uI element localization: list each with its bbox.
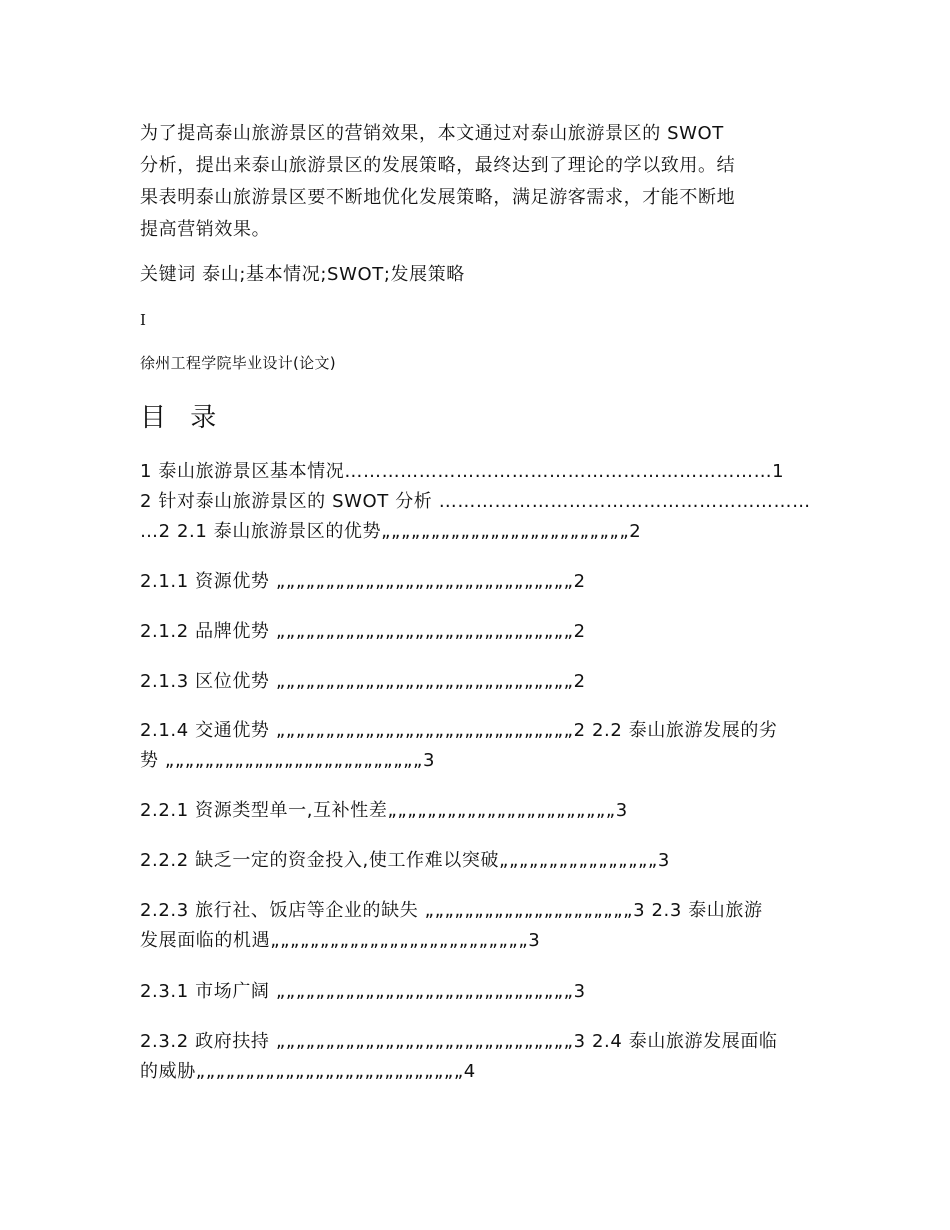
toc-line: 2.2.3 旅行社、饭店等企业的缺失 „„„„„„„„„„„„„„„„„„„„„3 2.3 泰山旅游 bbox=[140, 900, 763, 921]
toc-entry[interactable] bbox=[140, 567, 812, 597]
toc-entry[interactable] bbox=[140, 846, 812, 876]
toc-line: …2 2.1 泰山旅游景区的优势„„„„„„„„„„„„„„„„„„„„„„„„„2 bbox=[140, 521, 642, 542]
toc-line: 发展面临的机遇„„„„„„„„„„„„„„„„„„„„„„„„„„3 bbox=[140, 930, 541, 951]
toc-entry[interactable] bbox=[140, 896, 812, 956]
toc-entry[interactable] bbox=[140, 617, 812, 647]
abstract-paragraph bbox=[140, 118, 812, 246]
toc-line: 1 泰山旅游景区基本情况……………………………………………………………1 bbox=[140, 461, 785, 482]
abstract-line: 果表明泰山旅游景区要不断地优化发展策略，满足游客需求，才能不断地 bbox=[140, 187, 736, 208]
toc-entry[interactable] bbox=[140, 667, 812, 697]
toc-line: 的威胁„„„„„„„„„„„„„„„„„„„„„„„„„„„4 bbox=[140, 1061, 476, 1082]
page-number-roman: I bbox=[140, 311, 146, 329]
toc-line: 2 针对泰山旅游景区的 SWOT 分析 …………………………………………………… bbox=[140, 491, 811, 512]
toc-line: 势 „„„„„„„„„„„„„„„„„„„„„„„„„„3 bbox=[140, 750, 436, 771]
toc-line: 2.1.3 区位优势 „„„„„„„„„„„„„„„„„„„„„„„„„„„„„„2 bbox=[140, 671, 586, 692]
thesis-header: 徐州工程学院毕业设计(论文) bbox=[140, 354, 336, 372]
toc-line: 2.1.2 品牌优势 „„„„„„„„„„„„„„„„„„„„„„„„„„„„„„2 bbox=[140, 621, 586, 642]
toc-line: 2.2.1 资源类型单一,互补性差„„„„„„„„„„„„„„„„„„„„„„„3 bbox=[140, 800, 628, 821]
toc-line: 2.1.1 资源优势 „„„„„„„„„„„„„„„„„„„„„„„„„„„„„„2 bbox=[140, 571, 586, 592]
toc-entry[interactable] bbox=[140, 796, 812, 826]
toc-entry[interactable] bbox=[140, 977, 812, 1007]
toc-entry[interactable] bbox=[140, 457, 812, 547]
toc-line: 2.3.1 市场广阔 „„„„„„„„„„„„„„„„„„„„„„„„„„„„„„3 bbox=[140, 981, 586, 1002]
abstract-line: 分析，提出来泰山旅游景区的发展策略，最终达到了理论的学以致用。结 bbox=[140, 155, 736, 176]
toc-line: 2.1.4 交通优势 „„„„„„„„„„„„„„„„„„„„„„„„„„„„„„2 2.2 泰山旅游发展的劣 bbox=[140, 720, 778, 741]
abstract-line: 为了提高泰山旅游景区的营销效果，本文通过对泰山旅游景区的 SWOT bbox=[140, 123, 724, 144]
keywords: 关键词 泰山;基本情况;SWOT;发展策略 bbox=[140, 264, 465, 285]
toc-title: 目 录 bbox=[140, 403, 225, 433]
toc-line: 2.3.2 政府扶持 „„„„„„„„„„„„„„„„„„„„„„„„„„„„„„3 2.4 泰山旅游发展面临 bbox=[140, 1031, 778, 1052]
toc-entry[interactable] bbox=[140, 716, 812, 776]
toc-line: 2.2.2 缺乏一定的资金投入,使工作难以突破„„„„„„„„„„„„„„„„3 bbox=[140, 850, 670, 871]
abstract-line: 提高营销效果。 bbox=[140, 219, 271, 240]
toc-entry[interactable] bbox=[140, 1027, 812, 1087]
